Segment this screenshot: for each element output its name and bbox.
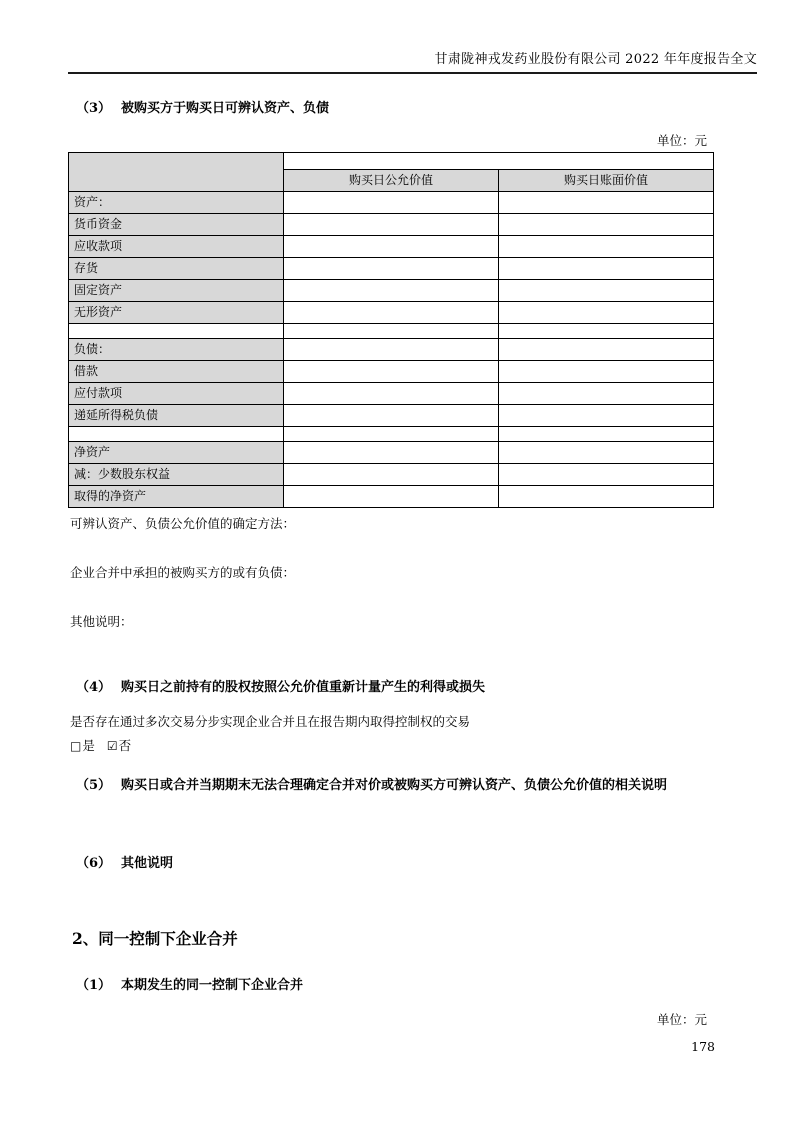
cell-book-value xyxy=(499,192,714,214)
row-label: 递延所得税负债 xyxy=(69,405,284,427)
cell-book-value xyxy=(499,236,714,258)
row-label: 负债： xyxy=(69,339,284,361)
table-merged-empty-header xyxy=(284,153,714,170)
row-label: 资产： xyxy=(69,192,284,214)
row-label: 货币资金 xyxy=(69,214,284,236)
table-row xyxy=(69,236,714,258)
running-header xyxy=(68,50,757,74)
cell-fair-value xyxy=(284,214,499,236)
running-header-title: 甘肃陇神戎发药业股份有限公司 2022 年年度报告全文 xyxy=(434,52,757,67)
table-row xyxy=(69,192,714,214)
cell-book-value xyxy=(499,258,714,280)
table-row xyxy=(69,280,714,302)
section5-number: （5） xyxy=(76,778,112,793)
cell-fair-value xyxy=(284,442,499,464)
table-row xyxy=(69,214,714,236)
cell-fair-value xyxy=(284,258,499,280)
cell-fair-value xyxy=(284,427,499,442)
cell-book-value xyxy=(499,427,714,442)
section6-title: 其他说明 xyxy=(121,856,174,871)
cell-book-value xyxy=(499,383,714,405)
section2-heading: 2、同一控制下企业合并 xyxy=(72,929,238,948)
cell-book-value xyxy=(499,486,714,508)
table-row xyxy=(69,405,714,427)
row-label: 减：少数股东权益 xyxy=(69,464,284,486)
cell-fair-value xyxy=(284,361,499,383)
cell-book-value xyxy=(499,442,714,464)
cell-fair-value xyxy=(284,383,499,405)
cell-book-value xyxy=(499,339,714,361)
option-yes xyxy=(70,738,95,753)
note-other-explanation: 其他说明： xyxy=(70,614,133,629)
section5-heading xyxy=(76,774,667,793)
yes-no-options xyxy=(70,736,143,754)
section2-1-heading xyxy=(76,974,303,993)
option-no-label: 否 xyxy=(118,738,132,753)
note-fair-value-method: 可辨认资产、负债公允价值的确定方法： xyxy=(70,516,296,531)
cell-fair-value xyxy=(284,280,499,302)
cell-fair-value xyxy=(284,192,499,214)
section4-number: （4） xyxy=(76,680,112,695)
cell-book-value xyxy=(499,405,714,427)
section4-heading xyxy=(76,676,485,695)
cell-book-value xyxy=(499,214,714,236)
section4-title: 购买日之前持有的股权按照公允价值重新计量产生的利得或损失 xyxy=(121,680,486,695)
table-row xyxy=(69,442,714,464)
col-header-book-value: 购买日账面价值 xyxy=(499,170,714,192)
cell-fair-value xyxy=(284,236,499,258)
table-row xyxy=(69,383,714,405)
table-row xyxy=(69,258,714,280)
row-label: 固定资产 xyxy=(69,280,284,302)
table-spacer-row xyxy=(69,324,714,339)
row-label: 借款 xyxy=(69,361,284,383)
table-row xyxy=(69,464,714,486)
cell-fair-value xyxy=(284,405,499,427)
cell-book-value xyxy=(499,302,714,324)
row-label: 应收款项 xyxy=(69,236,284,258)
unit-note-top: 单位：元 xyxy=(656,133,707,148)
table-spacer-row xyxy=(69,427,714,442)
cell-fair-value xyxy=(284,324,499,339)
section2-1-title: 本期发生的同一控制下企业合并 xyxy=(121,978,304,993)
checkbox-checked-icon: ☑ xyxy=(106,739,118,753)
table-row xyxy=(69,339,714,361)
row-label: 无形资产 xyxy=(69,302,284,324)
cell-book-value xyxy=(499,361,714,383)
section6-number: （6） xyxy=(76,856,112,871)
row-label: 应付款项 xyxy=(69,383,284,405)
option-yes-label: 是 xyxy=(82,738,95,753)
section3-number: （3） xyxy=(76,101,112,116)
col-header-fair-value: 购买日公允价值 xyxy=(284,170,499,192)
page-number: 178 xyxy=(691,1039,715,1054)
row-label: 净资产 xyxy=(69,442,284,464)
option-no xyxy=(107,738,131,753)
section5-title: 购买日或合并当期期末无法合理确定合并对价或被购买方可辨认资产、负债公允价值的相关说明 xyxy=(121,778,668,793)
checkbox-unchecked-icon: □ xyxy=(70,739,82,753)
cell-fair-value xyxy=(284,339,499,361)
row-label xyxy=(69,427,284,442)
cell-fair-value xyxy=(284,302,499,324)
section3-heading xyxy=(76,97,329,116)
row-label xyxy=(69,324,284,339)
section4-question: 是否存在通过多次交易分步实现企业合并且在报告期内取得控制权的交易 xyxy=(70,714,471,729)
section2-1-number: （1） xyxy=(76,978,112,993)
cell-fair-value xyxy=(284,464,499,486)
unit-note-bottom: 单位：元 xyxy=(656,1012,707,1027)
section6-heading xyxy=(76,852,173,871)
table-row xyxy=(69,302,714,324)
table-header-row-top xyxy=(69,153,714,170)
table-row xyxy=(69,486,714,508)
cell-book-value xyxy=(499,464,714,486)
cell-fair-value xyxy=(284,486,499,508)
cell-book-value xyxy=(499,324,714,339)
note-contingent-liabilities: 企业合并中承担的被购买方的或有负债： xyxy=(70,565,296,580)
cell-book-value xyxy=(499,280,714,302)
identifiable-assets-liabilities-table xyxy=(68,152,714,508)
row-label: 取得的净资产 xyxy=(69,486,284,508)
row-label: 存货 xyxy=(69,258,284,280)
section3-title: 被购买方于购买日可辨认资产、负债 xyxy=(121,101,330,116)
table-row xyxy=(69,361,714,383)
table-corner-cell xyxy=(69,153,284,192)
